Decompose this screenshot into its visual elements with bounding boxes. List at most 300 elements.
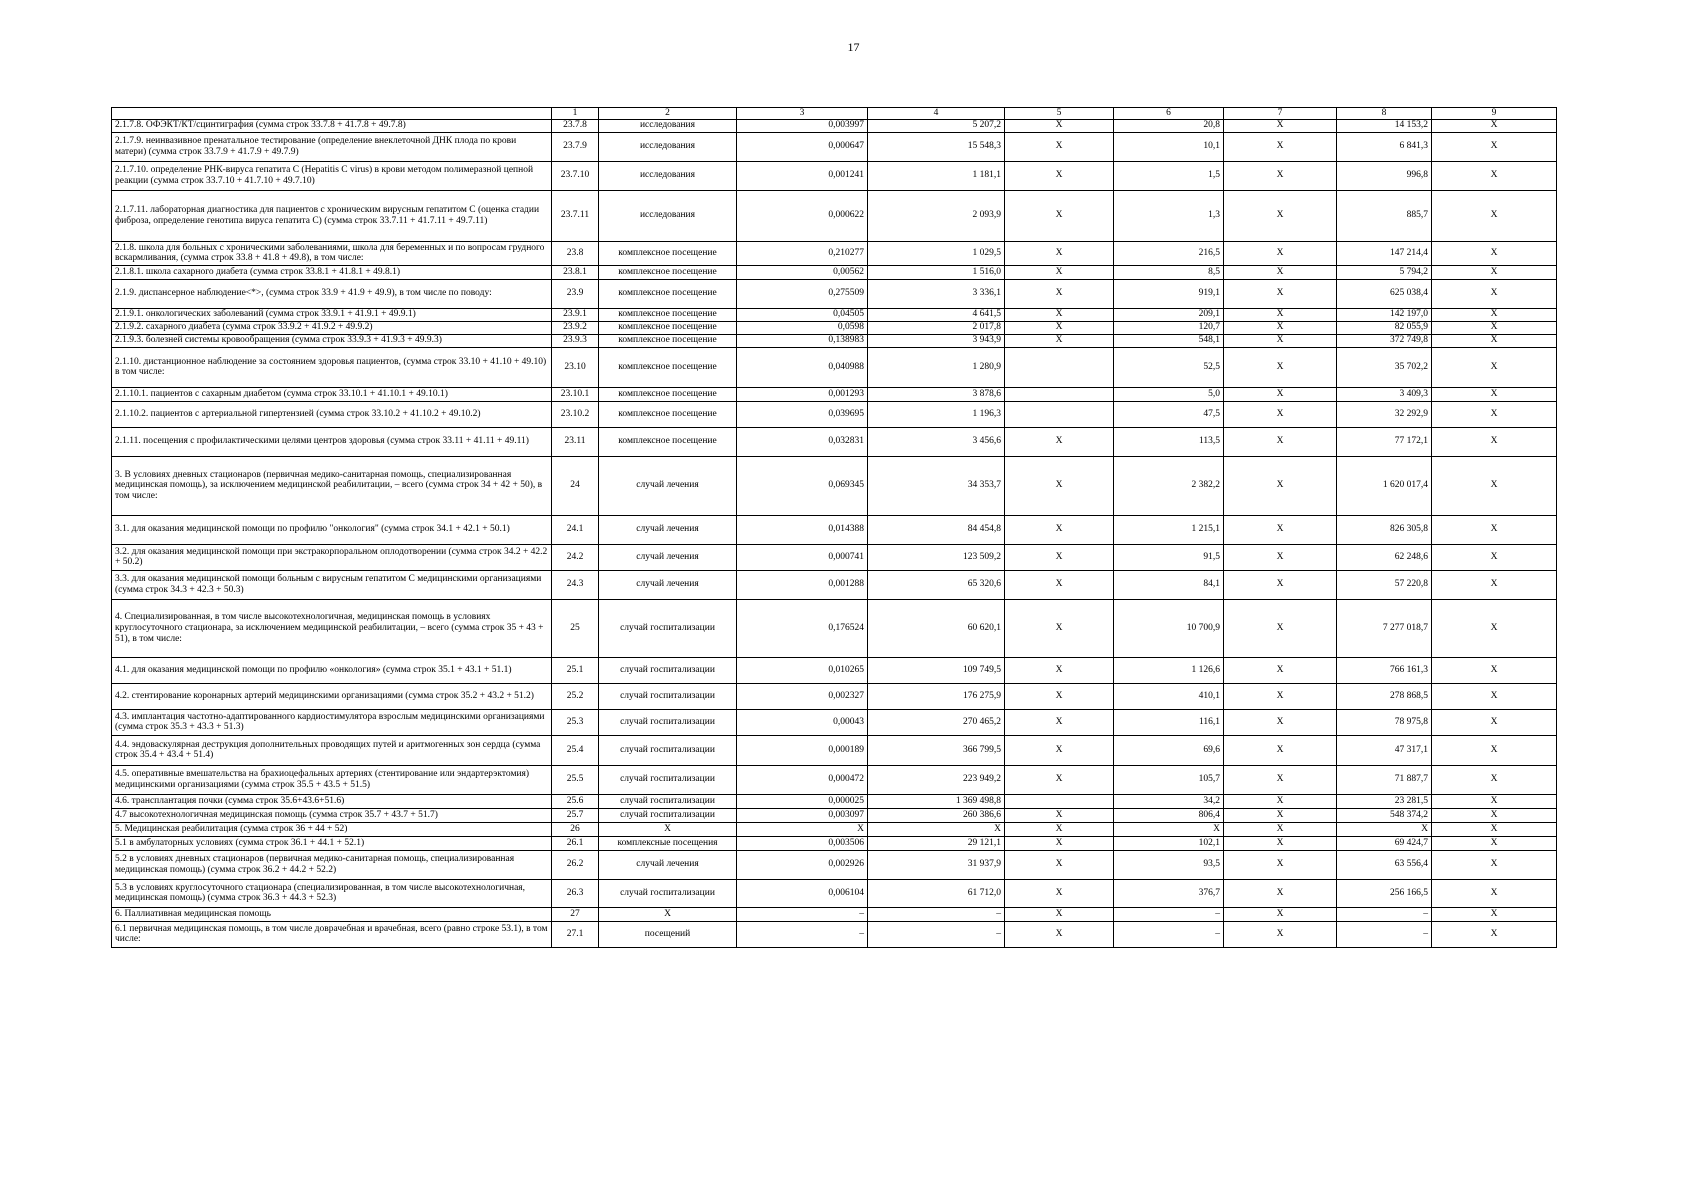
header-cell	[112, 108, 552, 120]
table-cell: 23.8	[552, 241, 599, 265]
table-cell: 65 320,6	[868, 570, 1005, 599]
table-row	[112, 907, 1557, 921]
table-cell: 209,1	[1114, 308, 1224, 321]
table-cell: 0,002926	[737, 850, 868, 879]
table-cell: 24.2	[552, 544, 599, 570]
table-cell: X	[1224, 907, 1337, 921]
table-cell: X	[1005, 683, 1114, 709]
table-cell: 69,6	[1114, 735, 1224, 765]
table-cell: X	[1005, 190, 1114, 241]
table-cell: 0,006104	[737, 879, 868, 907]
table-cell: 3.3. для оказания медицинской помощи больным с вирусным гепатитом C медицинскими организациями (сумма строк 34.3 + 42.3 + 50.3)	[112, 570, 552, 599]
table-cell: 3 456,6	[868, 427, 1005, 456]
table-cell: 26.1	[552, 836, 599, 850]
table-cell: X	[1005, 161, 1114, 190]
table-cell: случай госпитализации	[599, 735, 737, 765]
table-cell: 23.9	[552, 279, 599, 308]
table-cell: 5.2 в условиях дневных стационаров (первичная медико-санитарная помощь, специализированная медицинская помощь) (сумма строк 36.2 + 44.2 + 52.2)	[112, 850, 552, 879]
table-cell: 806,4	[1114, 808, 1224, 822]
table-cell: –	[1337, 907, 1432, 921]
header-cell: 8	[1337, 108, 1432, 120]
table-cell: 1 215,1	[1114, 515, 1224, 544]
table-cell: 82 055,9	[1337, 321, 1432, 334]
table-cell: X	[1432, 544, 1557, 570]
table-row	[112, 456, 1557, 515]
table-cell: X	[1005, 132, 1114, 161]
table-cell: 2.1.8.1. школа сахарного диабета (сумма строк 33.8.1 + 41.8.1 + 49.8.1)	[112, 265, 552, 279]
table-cell: 23.7.10	[552, 161, 599, 190]
table-cell: X	[1005, 599, 1114, 657]
table-row	[112, 241, 1557, 265]
table-cell: X	[1005, 544, 1114, 570]
table-cell: 176 275,9	[868, 683, 1005, 709]
table-cell: X	[1005, 279, 1114, 308]
table-cell: X	[1005, 921, 1114, 947]
table-cell: 47 317,1	[1337, 735, 1432, 765]
table-cell: X	[1224, 427, 1337, 456]
table-cell: 0,014388	[737, 515, 868, 544]
table-cell: 23.11	[552, 427, 599, 456]
table-cell: 0,002327	[737, 683, 868, 709]
table-cell: 0,000472	[737, 765, 868, 794]
table-row	[112, 132, 1557, 161]
table-cell: 25	[552, 599, 599, 657]
table-cell: X	[1224, 544, 1337, 570]
table-cell: случай лечения	[599, 570, 737, 599]
table-cell: 26.3	[552, 879, 599, 907]
table-cell: 3 409,3	[1337, 387, 1432, 401]
table-row	[112, 822, 1557, 836]
table-cell: –	[868, 907, 1005, 921]
table-cell: 270 465,2	[868, 709, 1005, 735]
table-cell: 4.3. имплантация частотно-адаптированного кардиостимулятора взрослым медицинскими организациями (сумма строк 35.3 + 43.3 + 51.3)	[112, 709, 552, 735]
table-cell: 1 181,1	[868, 161, 1005, 190]
table-cell: 0,010265	[737, 657, 868, 683]
table-cell: 1 516,0	[868, 265, 1005, 279]
table-cell: 0,003506	[737, 836, 868, 850]
header-cell: 6	[1114, 108, 1224, 120]
table-cell: исследования	[599, 161, 737, 190]
table-cell: случай госпитализации	[599, 599, 737, 657]
table-cell: 5 207,2	[868, 119, 1005, 132]
table-cell: 26.2	[552, 850, 599, 879]
table-cell: 2.1.10. дистанционное наблюдение за состоянием здоровья пациентов, (сумма строк 33.10 + 41.10 + 49.10) в том числе:	[112, 347, 552, 387]
table-cell: исследования	[599, 132, 737, 161]
table-cell: 2.1.9.1. онкологических заболеваний (сумма строк 33.9.1 + 41.9.1 + 49.9.1)	[112, 308, 552, 321]
table-cell: 1 126,6	[1114, 657, 1224, 683]
table-cell: 25.3	[552, 709, 599, 735]
table-row	[112, 794, 1557, 808]
table-cell	[1005, 347, 1114, 387]
table-cell: 78 975,8	[1337, 709, 1432, 735]
table-cell: 27	[552, 907, 599, 921]
table-row	[112, 190, 1557, 241]
table-cell: 0,032831	[737, 427, 868, 456]
table-cell: 4. Специализированная, в том числе высокотехнологичная, медицинская помощь в условиях круглосуточного стационара, за исключением медицинской реабилитации, – всего (сумма строк 35 + 43 + 51), в том числе:	[112, 599, 552, 657]
table-cell: 919,1	[1114, 279, 1224, 308]
table-cell: 93,5	[1114, 850, 1224, 879]
table-cell: 2 017,8	[868, 321, 1005, 334]
page-number: 17	[847, 40, 860, 54]
table-cell: исследования	[599, 190, 737, 241]
table-cell: 2.1.9.2. сахарного диабета (сумма строк 33.9.2 + 41.9.2 + 49.9.2)	[112, 321, 552, 334]
table-cell: –	[737, 907, 868, 921]
table-cell: 256 166,5	[1337, 879, 1432, 907]
table-row	[112, 387, 1557, 401]
table-cell: X	[1432, 709, 1557, 735]
table-cell: 147 214,4	[1337, 241, 1432, 265]
table-row	[112, 515, 1557, 544]
table-cell: 77 172,1	[1337, 427, 1432, 456]
table-cell: X	[1224, 132, 1337, 161]
table-cell: 34 353,7	[868, 456, 1005, 515]
table-cell: X	[1224, 119, 1337, 132]
table-cell: 0,210277	[737, 241, 868, 265]
table-cell: X	[1005, 334, 1114, 347]
table-cell: 27.1	[552, 921, 599, 947]
table-cell: 25.6	[552, 794, 599, 808]
table-cell: 23.9.3	[552, 334, 599, 347]
table-cell: случай лечения	[599, 544, 737, 570]
table-cell: 61 712,0	[868, 879, 1005, 907]
table-cell: 625 038,4	[1337, 279, 1432, 308]
table-cell: 47,5	[1114, 401, 1224, 427]
table-cell: 60 620,1	[868, 599, 1005, 657]
table-cell: 63 556,4	[1337, 850, 1432, 879]
table-cell: 372 749,8	[1337, 334, 1432, 347]
table-cell: 25.7	[552, 808, 599, 822]
table-cell	[1005, 794, 1114, 808]
table-cell: X	[1005, 657, 1114, 683]
table-cell: 14 153,2	[1337, 119, 1432, 132]
table-cell: 23.9.1	[552, 308, 599, 321]
table-cell: X	[1432, 836, 1557, 850]
table-row	[112, 599, 1557, 657]
table-cell: 2.1.7.11. лабораторная диагностика для пациентов с хроническим вирусным гепатитом C (оценка стадии фиброза, определение генотипа вируса гепатита C) (сумма строк 33.7.11 + 41.7.11 + 49.7.11)	[112, 190, 552, 241]
table-cell: комплексное посещение	[599, 401, 737, 427]
table-cell: 25.2	[552, 683, 599, 709]
table-cell: 4.7 высокотехнологичная медицинская помощь (сумма строк 35.7 + 43.7 + 51.7)	[112, 808, 552, 822]
table-cell: X	[1005, 570, 1114, 599]
table-cell: 2.1.10.1. пациентов с сахарным диабетом (сумма строк 33.10.1 + 41.10.1 + 49.10.1)	[112, 387, 552, 401]
table-cell: X	[1432, 907, 1557, 921]
table-cell: 120,7	[1114, 321, 1224, 334]
table-cell: 216,5	[1114, 241, 1224, 265]
table-cell	[1005, 401, 1114, 427]
table-cell: случай госпитализации	[599, 879, 737, 907]
table-cell: 410,1	[1114, 683, 1224, 709]
table-cell: 2.1.8. школа для больных с хроническими заболеваниями, школа для беременных и по вопросам грудного вскармливания, (сумма строк 33.8 + 41.8 + 49.8), в том числе:	[112, 241, 552, 265]
table-cell: 1 029,5	[868, 241, 1005, 265]
table-cell: X	[1005, 850, 1114, 879]
table-cell: X	[1224, 657, 1337, 683]
table-cell: –	[868, 921, 1005, 947]
table-cell: 5 794,2	[1337, 265, 1432, 279]
table-cell: X	[868, 822, 1005, 836]
table-cell: X	[1224, 709, 1337, 735]
table-cell: 2.1.7.8. ОФЭКТ/КТ/сцинтиграфия (сумма строк 33.7.8 + 41.7.8 + 49.7.8)	[112, 119, 552, 132]
table-row	[112, 808, 1557, 822]
table-cell: 996,8	[1337, 161, 1432, 190]
table-cell: 2.1.9. диспансерное наблюдение<*>, (сумма строк 33.9 + 41.9 + 49.9), в том числе по поводу:	[112, 279, 552, 308]
table-cell: 23.9.2	[552, 321, 599, 334]
table-cell: случай лечения	[599, 456, 737, 515]
table-cell: комплексное посещение	[599, 334, 737, 347]
table-cell: X	[1005, 735, 1114, 765]
table-cell: 0,069345	[737, 456, 868, 515]
table-cell: 10 700,9	[1114, 599, 1224, 657]
table-cell: X	[1224, 836, 1337, 850]
table-cell: X	[1432, 657, 1557, 683]
table-cell: X	[1224, 387, 1337, 401]
table-row	[112, 735, 1557, 765]
table-cell: 25.5	[552, 765, 599, 794]
table-cell: 91,5	[1114, 544, 1224, 570]
table-cell: X	[1224, 850, 1337, 879]
table-cell: 5.1 в амбулаторных условиях (сумма строк 36.1 + 44.1 + 52.1)	[112, 836, 552, 850]
table-cell: 57 220,8	[1337, 570, 1432, 599]
table-cell: 105,7	[1114, 765, 1224, 794]
table-cell: 23.10.2	[552, 401, 599, 427]
header-cell: 3	[737, 108, 868, 120]
table-cell: X	[1432, 879, 1557, 907]
table-cell: комплексное посещение	[599, 308, 737, 321]
table-cell: 0,000622	[737, 190, 868, 241]
table-row	[112, 347, 1557, 387]
table-cell: 4.2. стентирование коронарных артерий медицинскими организациями (сумма строк 35.2 + 43.2 + 51.2)	[112, 683, 552, 709]
table-cell: случай госпитализации	[599, 657, 737, 683]
table-cell: X	[1224, 515, 1337, 544]
table-cell: 5,0	[1114, 387, 1224, 401]
table-cell: комплексное посещение	[599, 265, 737, 279]
table-cell: 5.3 в условиях круглосуточного стационара (специализированная, в том числе высокотехнологичная, медицинская помощь) (сумма строк 36.3 + 44.3 + 52.3)	[112, 879, 552, 907]
table-cell: 15 548,3	[868, 132, 1005, 161]
table-cell: случай госпитализации	[599, 709, 737, 735]
table-cell: X	[1432, 599, 1557, 657]
table-cell: X	[1224, 456, 1337, 515]
table-cell: 548,1	[1114, 334, 1224, 347]
table-cell: 0,04505	[737, 308, 868, 321]
table-cell: X	[1432, 683, 1557, 709]
table-cell: X	[1432, 279, 1557, 308]
table-cell: 885,7	[1337, 190, 1432, 241]
table-cell: 25.4	[552, 735, 599, 765]
table-cell: 23.10	[552, 347, 599, 387]
table-cell: 223 949,2	[868, 765, 1005, 794]
table-row	[112, 265, 1557, 279]
table-cell: X	[1005, 308, 1114, 321]
table-cell: 6 841,3	[1337, 132, 1432, 161]
table-cell: 260 386,6	[868, 808, 1005, 822]
table-cell: X	[1224, 765, 1337, 794]
table-cell: X	[737, 822, 868, 836]
table-row	[112, 709, 1557, 735]
table-cell: 0,039695	[737, 401, 868, 427]
table-cell: X	[1432, 808, 1557, 822]
table-cell: исследования	[599, 119, 737, 132]
table-cell: X	[1432, 321, 1557, 334]
table-cell: 2 093,9	[868, 190, 1005, 241]
table-cell: 84,1	[1114, 570, 1224, 599]
table-cell: X	[1432, 347, 1557, 387]
table-cell: 116,1	[1114, 709, 1224, 735]
table-cell: 24.3	[552, 570, 599, 599]
table-cell: 0,275509	[737, 279, 868, 308]
table-cell: 0,040988	[737, 347, 868, 387]
table-cell: 102,1	[1114, 836, 1224, 850]
table-cell: –	[1114, 907, 1224, 921]
table-cell: 0,000647	[737, 132, 868, 161]
table-cell: 113,5	[1114, 427, 1224, 456]
table-row	[112, 921, 1557, 947]
header-cell: 5	[1005, 108, 1114, 120]
table-row	[112, 570, 1557, 599]
table-cell: комплексное посещение	[599, 279, 737, 308]
table-cell: 23.7.8	[552, 119, 599, 132]
table-cell: 0,00043	[737, 709, 868, 735]
table-cell: 1,5	[1114, 161, 1224, 190]
table-cell: 766 161,3	[1337, 657, 1432, 683]
table-cell: X	[1005, 808, 1114, 822]
table-row	[112, 836, 1557, 850]
table-cell: –	[737, 921, 868, 947]
header-cell: 4	[868, 108, 1005, 120]
table-cell: 1,3	[1114, 190, 1224, 241]
table-cell: 0,000025	[737, 794, 868, 808]
table-cell: X	[1224, 308, 1337, 321]
table-row	[112, 161, 1557, 190]
table-row	[112, 334, 1557, 347]
table-cell: 3.1. для оказания медицинской помощи по профилю "онкология" (сумма строк 34.1 + 42.1 + 50.1)	[112, 515, 552, 544]
table-cell: X	[1224, 241, 1337, 265]
table-cell: комплексное посещение	[599, 427, 737, 456]
table-cell: 0,000741	[737, 544, 868, 570]
table-cell: X	[1432, 334, 1557, 347]
table-row	[112, 683, 1557, 709]
table-cell: 376,7	[1114, 879, 1224, 907]
table-cell: X	[1432, 427, 1557, 456]
table-cell: X	[1432, 735, 1557, 765]
table-cell: X	[1224, 822, 1337, 836]
table-cell: случай лечения	[599, 515, 737, 544]
table-cell: X	[1432, 119, 1557, 132]
table-cell: X	[1005, 822, 1114, 836]
table-cell: 0,138983	[737, 334, 868, 347]
table-cell: X	[1224, 599, 1337, 657]
table-row	[112, 427, 1557, 456]
table-row	[112, 850, 1557, 879]
table-row	[112, 657, 1557, 683]
table-cell: X	[1224, 334, 1337, 347]
table-cell: комплексное посещение	[599, 347, 737, 387]
table-cell: 4.6. трансплантация почки (сумма строк 35.6+43.6+51.6)	[112, 794, 552, 808]
table-cell: X	[1432, 387, 1557, 401]
table-cell: X	[599, 907, 737, 921]
table-cell: 142 197,0	[1337, 308, 1432, 321]
table-cell: 52,5	[1114, 347, 1224, 387]
table-cell: 69 424,7	[1337, 836, 1432, 850]
header-cell: 2	[599, 108, 737, 120]
table-cell: X	[1224, 808, 1337, 822]
table-cell: X	[1432, 765, 1557, 794]
table-cell: X	[1224, 347, 1337, 387]
table-cell: 0,003097	[737, 808, 868, 822]
header-row	[112, 108, 1557, 120]
table-cell: X	[1005, 907, 1114, 921]
table-cell: X	[1432, 822, 1557, 836]
table-cell: 0,001288	[737, 570, 868, 599]
table-cell: 0,001293	[737, 387, 868, 401]
table-cell: 31 937,9	[868, 850, 1005, 879]
table-cell: X	[1224, 161, 1337, 190]
table-cell: X	[1224, 265, 1337, 279]
table-cell: X	[1432, 241, 1557, 265]
table-cell: X	[1224, 401, 1337, 427]
table-cell: 6.1 первичная медицинская помощь, в том числе доврачебная и врачебная, всего (равно строке 53.1), в том числе:	[112, 921, 552, 947]
table-cell: 62 248,6	[1337, 544, 1432, 570]
table-cell: X	[1224, 921, 1337, 947]
table-cell	[1005, 387, 1114, 401]
table-cell: 6. Паллиативная медицинская помощь	[112, 907, 552, 921]
table-cell: 0,0598	[737, 321, 868, 334]
table-cell: –	[1337, 921, 1432, 947]
table-cell: X	[1005, 241, 1114, 265]
table-cell: 3 878,6	[868, 387, 1005, 401]
header-cell: 7	[1224, 108, 1337, 120]
table-cell: 24	[552, 456, 599, 515]
table-row	[112, 279, 1557, 308]
table-cell: X	[1224, 190, 1337, 241]
table-cell: 26	[552, 822, 599, 836]
table-cell: 20,8	[1114, 119, 1224, 132]
table-cell: X	[1224, 879, 1337, 907]
table-cell: 826 305,8	[1337, 515, 1432, 544]
table-cell: комплексное посещение	[599, 241, 737, 265]
table-cell: 71 887,7	[1337, 765, 1432, 794]
table-cell: X	[1432, 515, 1557, 544]
table-cell: 7 277 018,7	[1337, 599, 1432, 657]
table-cell: случай госпитализации	[599, 808, 737, 822]
table-cell: X	[1224, 683, 1337, 709]
table-cell: X	[1432, 308, 1557, 321]
table-cell: случай госпитализации	[599, 765, 737, 794]
table-cell: 35 702,2	[1337, 347, 1432, 387]
table-cell: X	[1005, 836, 1114, 850]
table-cell: 23.7.9	[552, 132, 599, 161]
table-cell: X	[1432, 265, 1557, 279]
table-row	[112, 308, 1557, 321]
table-cell: 5. Медицинская реабилитация (сумма строк 36 + 44 + 52)	[112, 822, 552, 836]
table-cell: случай госпитализации	[599, 794, 737, 808]
table-cell: 3 943,9	[868, 334, 1005, 347]
table-cell: 4.4. эндоваскулярная деструкция дополнительных проводящих путей и аритмогенных зон сердца (сумма строк 35.4 + 43.4 + 51.4)	[112, 735, 552, 765]
table-cell: 23 281,5	[1337, 794, 1432, 808]
table-cell: 1 369 498,8	[868, 794, 1005, 808]
table-cell: 23.7.11	[552, 190, 599, 241]
table-cell: X	[1224, 570, 1337, 599]
table-cell: X	[1432, 190, 1557, 241]
table-cell: X	[1432, 132, 1557, 161]
table-cell: 109 749,5	[868, 657, 1005, 683]
table-cell: X	[1224, 321, 1337, 334]
table-cell: X	[1005, 709, 1114, 735]
table-row	[112, 544, 1557, 570]
table-cell: 23.10.1	[552, 387, 599, 401]
table-cell: 3. В условиях дневных стационаров (первичная медико-санитарная помощь, специализированная медицинская помощь), за исключением медицинской реабилитации, – всего (сумма строк 34 + 42 + 50), в том числе:	[112, 456, 552, 515]
table-cell: X	[1005, 765, 1114, 794]
table-cell: X	[1432, 161, 1557, 190]
table-cell: 23.8.1	[552, 265, 599, 279]
